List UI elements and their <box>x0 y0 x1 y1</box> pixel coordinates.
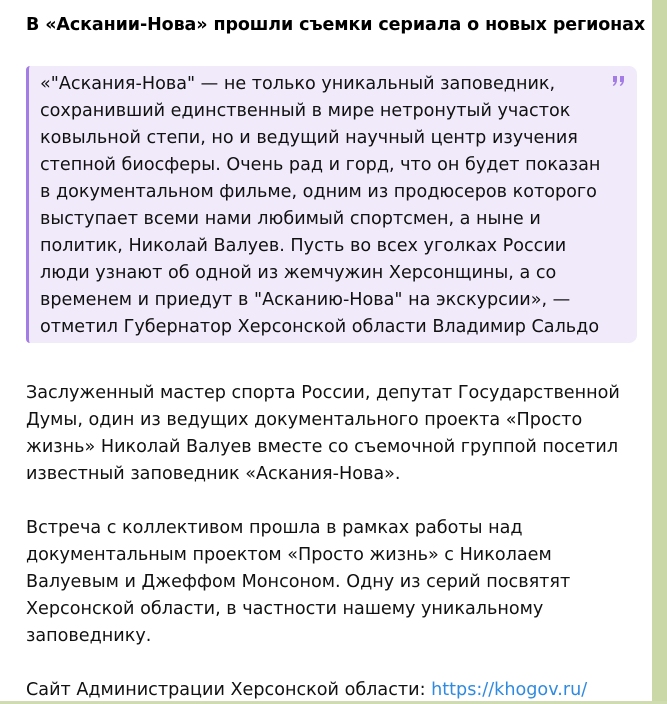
site-label: Сайт Администрации Херсонской области: <box>26 680 432 700</box>
paragraph-2: Встреча с коллективом прошла в рамках работы над документальным проектом «Просто жизнь» с Николаем Валуевым и Джеффом Монсоном. Одну из серий посвятят Херсонской области, в частности нашему уникальному заповеднику. <box>26 518 571 646</box>
quote-marks-icon <box>611 74 627 88</box>
paragraph-1: Заслуженный мастер спорта России, депутат Государственной Думы, один из ведущих документального проекта «Просто жизнь» Николай Валуев вместе со съемочной группой посетил известный заповедник «Аскания-Нова». <box>26 383 620 484</box>
chat-background-edge <box>652 0 667 701</box>
quote-text: «"Аскания-Нова" — не только уникальный заповедник, сохранивший единственный в мире нетронутый участок ковыльной степи, но и ведущий научный центр изучения степной биосферы. Очень рад и горд, что он будет показан в документальном фильме, одним из продюсеров которого выступает всеми нами любимый спортсмен, а ныне и политик, Николай Валуев. Пусть во всех уголках России люди узнают об одной из жемчужин Херсонщины, а со временем и приедут в "Асканию-Нова" на экскурсии», — отметил Губернатор Херсонской области Владимир Сальдо <box>40 74 601 337</box>
site-link[interactable]: https://khogov.ru/ <box>431 680 588 700</box>
blockquote <box>26 66 637 343</box>
post-title: В «Аскании-Нова» прошли съемки сериала о новых регионах <box>26 15 646 35</box>
site-line <box>26 677 637 704</box>
